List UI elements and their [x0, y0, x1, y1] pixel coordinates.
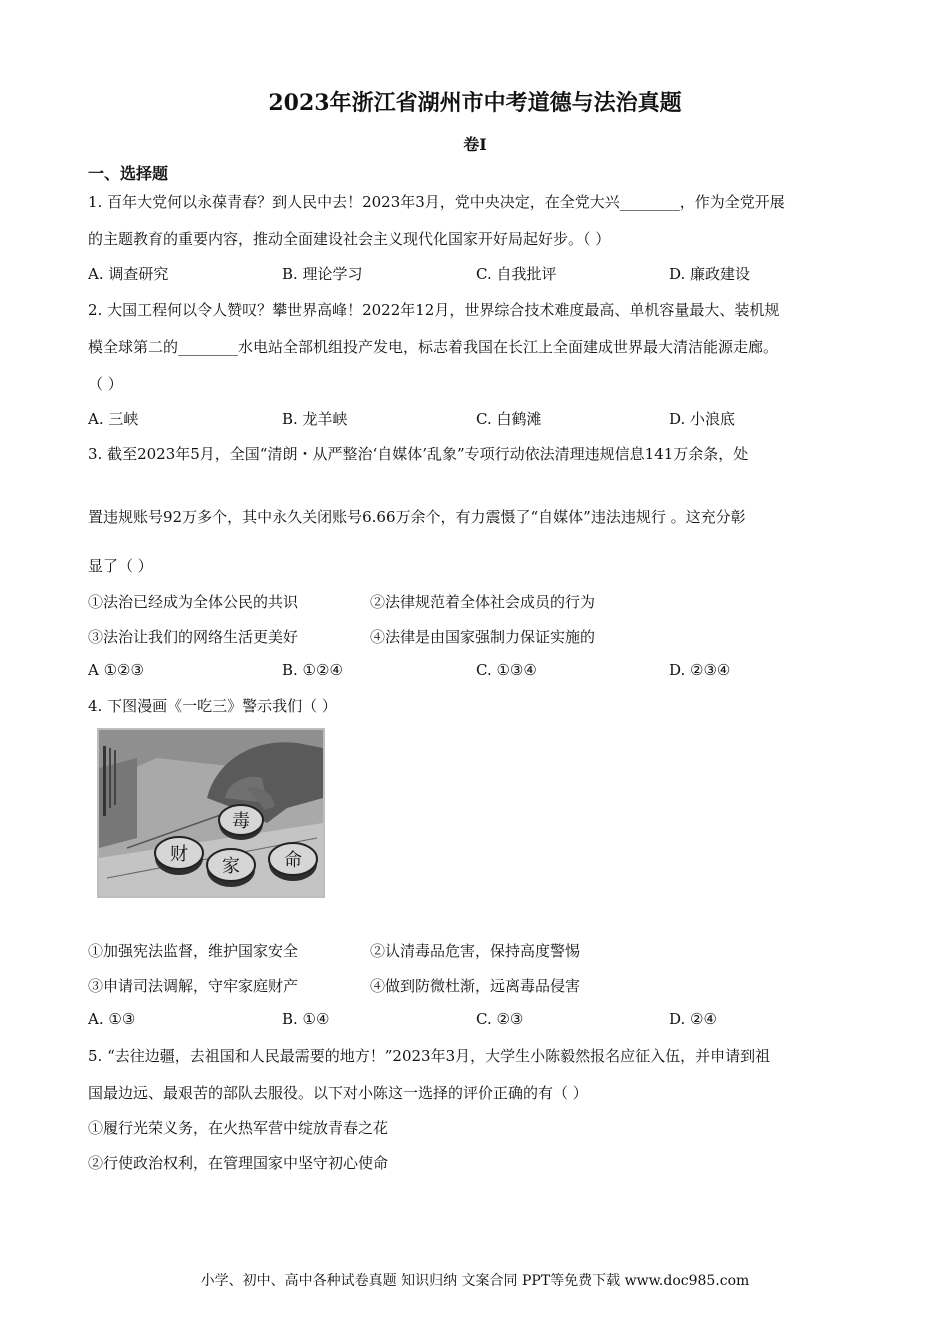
q3-statement-1: ①法治已经成为全体公民的共识 [88, 593, 299, 611]
q2-option-b: B. 龙羊峡 [282, 410, 348, 428]
q4-statement-4: ④做到防微杜渐，远离毒品侵害 [370, 977, 581, 995]
q1-line-2: 的主题教育的重要内容，推动全面建设社会主义现代化国家开好局起好步。（ ） [88, 230, 611, 248]
q3-statement-4: ④法律是由国家强制力保证实施的 [370, 628, 596, 646]
q1-option-d: D. 廉政建设 [669, 265, 751, 283]
q3-option-b: B. ①②④ [282, 661, 343, 679]
q1-option-a: A. 调查研究 [88, 265, 169, 283]
q3-option-c: C. ①③④ [476, 661, 537, 679]
piece-label-cai: 财 [170, 844, 188, 865]
q5-statement-2: ②行使政治权利，在管理国家中坚守初心使命 [88, 1154, 389, 1172]
q2-line-3: （ ） [88, 375, 123, 393]
q4-option-b: B. ①④ [282, 1010, 330, 1028]
piece-label-du: 毒 [232, 811, 250, 832]
q5-statement-1: ①履行光荣义务，在火热军营中绽放青春之花 [88, 1119, 389, 1137]
q3-option-d: D. ②③④ [669, 661, 731, 679]
q2-line-1: 2. 大国工程何以令人赞叹？攀世界高峰！2022年12月，世界综合技术难度最高、单机容量最大、装机规 [88, 301, 780, 319]
q3-line-1: 3. 截至2023年5月，全国“清朗・从严整治‘自媒体’乱象”专项行动依法清理违规信息141万余条，处 [88, 445, 749, 463]
q4-statement-3: ③申请司法调解，守牢家庭财产 [88, 977, 299, 995]
q3-statement-3: ③法治让我们的网络生活更美好 [88, 628, 299, 646]
q2-option-a: A. 三峡 [88, 410, 139, 428]
q2-line-2: 模全球第二的________水电站全部机组投产发电，标志着我国在长江上全面建成世界最大清洁能源走廊。 [88, 338, 779, 356]
q3-statement-2: ②法律规范着全体社会成员的行为 [370, 593, 596, 611]
q4-option-a: A. ①③ [88, 1010, 136, 1028]
q2-option-c: C. 白鹤滩 [476, 410, 542, 428]
comic-image [97, 728, 325, 898]
chess-piece-jia [207, 849, 255, 887]
chess-piece-ming [269, 843, 317, 881]
q5-line-2: 国最边远、最艰苦的部队去服役。以下对小陈这一选择的评价正确的有（ ） [88, 1084, 588, 1102]
q4-line-1: 4. 下图漫画《一吃三》警示我们（ ） [88, 697, 337, 715]
chess-piece-du [219, 805, 263, 840]
page-footer: 小学、初中、高中各种试卷真题 知识归纳 文案合同 PPT等免费下载 www.doc985.com [200, 1273, 750, 1289]
q3-line-2: 置违规账号92万多个，其中永久关闭账号6.66万余个，有力震慑了“自媒体”违法违规行 。这充分彰 [88, 508, 746, 526]
q1-option-c: C. 自我批评 [476, 265, 557, 283]
piece-label-ming: 命 [284, 850, 302, 871]
page-title: 2023年浙江省湖州市中考道德与法治真题 [268, 90, 682, 116]
q4-option-c: C. ②③ [476, 1010, 524, 1028]
q2-option-d: D. 小浪底 [669, 410, 736, 428]
q1-line-1: 1. 百年大党何以永葆青春？到人民中去！2023年3月，党中央决定，在全党大兴________，作为全党开展 [88, 193, 785, 211]
q5-line-1: 5. “去往边疆，去祖国和人民最需要的地方！”2023年3月，大学生小陈毅然报名应征入伍，并申请到祖 [88, 1047, 771, 1065]
q4-option-d: D. ②④ [669, 1010, 717, 1028]
piece-label-jia: 家 [222, 856, 240, 877]
q3-line-3: 显了（ ） [88, 557, 153, 575]
q4-statement-2: ②认清毒品危害，保持高度警惕 [370, 942, 581, 960]
exam-part-label: 卷I [463, 135, 487, 154]
q3-option-a: A ①②③ [88, 661, 144, 679]
chess-piece-cai [155, 837, 203, 875]
q4-statement-1: ①加强宪法监督，维护国家安全 [88, 942, 299, 960]
section-heading: 一、选择题 [88, 164, 169, 183]
q1-option-b: B. 理论学习 [282, 265, 363, 283]
